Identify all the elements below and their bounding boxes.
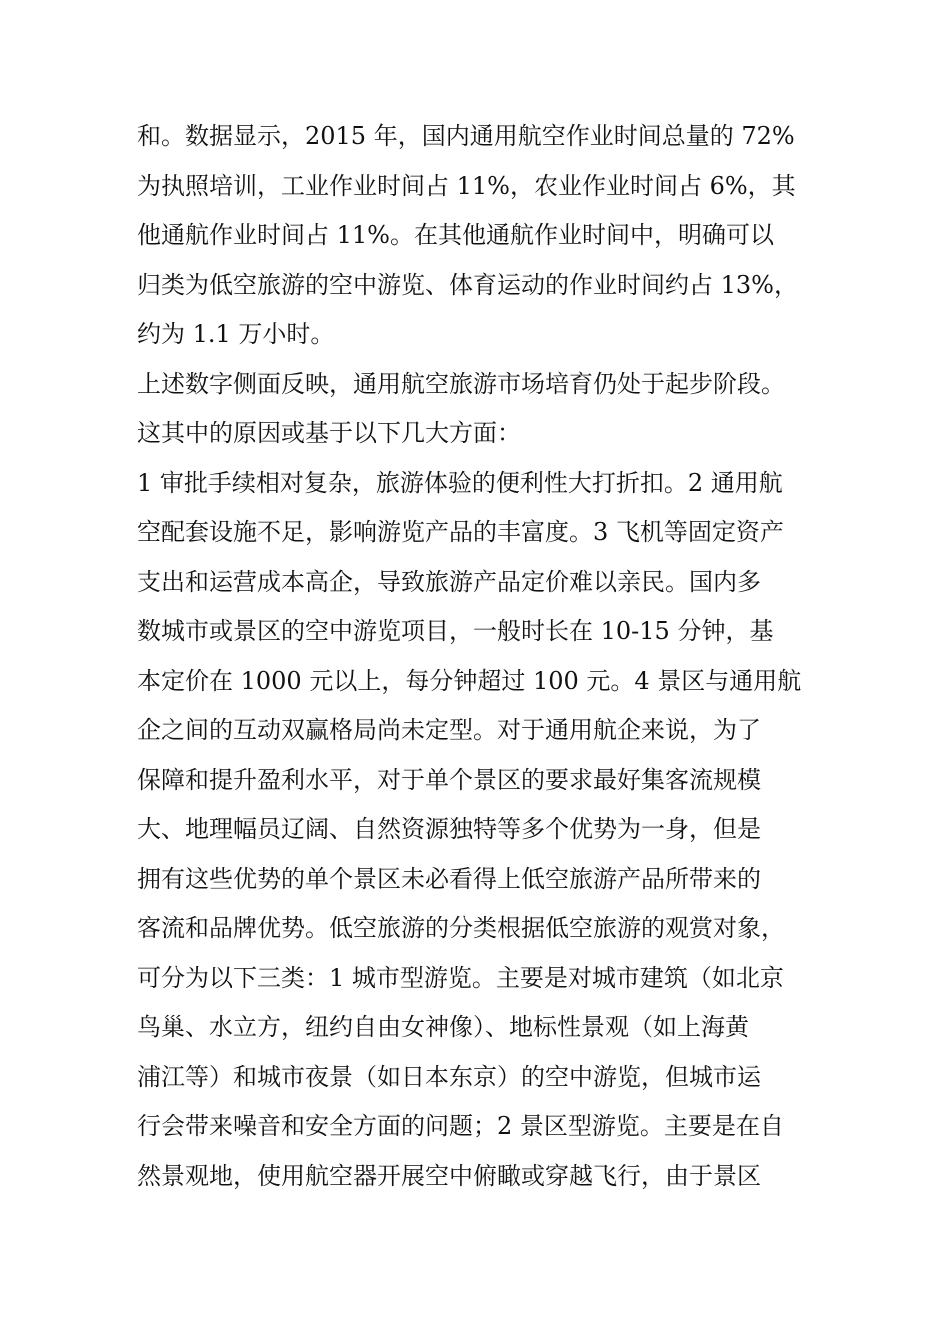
- text-line: 可分为以下三类：1 城市型游览。主要是对城市建筑（如北京: [137, 963, 784, 992]
- text-line: 这其中的原因或基于以下几大方面：: [137, 419, 521, 447]
- text-line: 空配套设施不足，影响游览产品的丰富度。3 飞机等固定资产: [137, 518, 784, 546]
- text-line: 企之间的互动双赢格局尚未定型。对于通用航企来说，为了: [137, 716, 761, 744]
- text-line: 支出和运营成本高企，导致旅游产品定价难以亲民。国内多: [137, 567, 761, 596]
- text-line: 1 审批手续相对复杂，旅游体验的便利性大打折扣。2 通用航: [137, 468, 783, 497]
- text-line: 他通航作业时间占 11%。在其他通航作业时间中，明确可以: [137, 221, 774, 249]
- text-line: 约为 1.1 万小时。: [137, 320, 335, 348]
- text-line: 归类为低空旅游的空中游览、体育运动的作业时间约占 13%，: [137, 270, 798, 299]
- text-line: 行会带来噪音和安全方面的问题；2 景区型游览。主要是在自: [137, 1112, 784, 1140]
- text-line: 鸟巢、水立方，纽约自由女神像）、地标性景观（如上海黄: [137, 1013, 749, 1041]
- text-line: 拥有这些优势的单个景区未必看得上低空旅游产品所带来的: [137, 864, 761, 893]
- text-line: 然景观地，使用航空器开展空中俯瞰或穿越飞行，由于景区: [137, 1161, 761, 1190]
- text-line: 大、地理幅员辽阔、自然资源独特等多个优势为一身，但是: [137, 815, 761, 843]
- text-line: 数城市或景区的空中游览项目，一般时长在 10-15 分钟，基: [137, 617, 774, 645]
- text-line: 为执照培训，工业作业时间占 11%，农业作业时间占 6%，其: [137, 171, 796, 200]
- body-text: [137, 112, 837, 1201]
- text-line: 保障和提升盈利水平，对于单个景区的要求最好集客流规模: [137, 765, 761, 794]
- text-line: 上述数字侧面反映，通用航空旅游市场培育仍处于起步阶段。: [137, 369, 785, 398]
- text-line: 浦江等）和城市夜景（如日本东京）的空中游览，但城市运: [137, 1062, 761, 1091]
- text-line: 客流和品牌优势。低空旅游的分类根据低空旅游的观赏对象，: [137, 914, 785, 942]
- text-line: 本定价在 1000 元以上，每分钟超过 100 元。4 景区与通用航: [137, 666, 802, 695]
- text-line: 和。数据显示，2015 年，国内通用航空作业时间总量的 72%: [137, 122, 795, 150]
